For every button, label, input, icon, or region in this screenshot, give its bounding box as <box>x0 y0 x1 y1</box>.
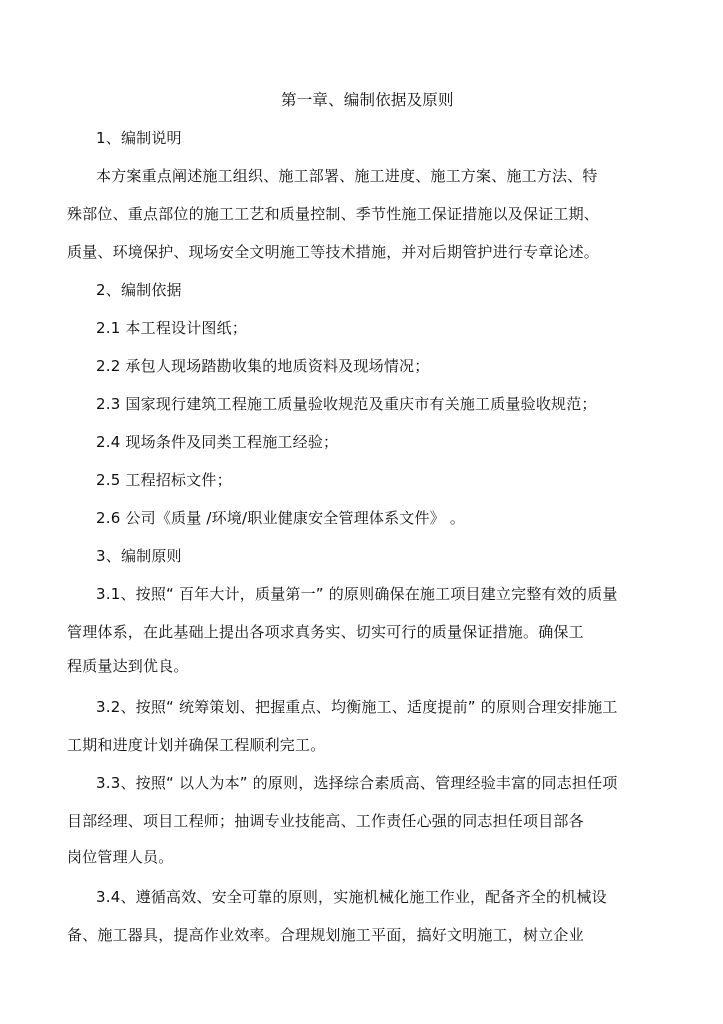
chapter-title: 第一章、编制依据及原则 <box>281 91 454 109</box>
basis-item: 2.6 公司《质量 /环境/职业健康安全管理体系文件》 。 <box>96 509 466 527</box>
section-heading-3: 3、编制原则 <box>96 547 182 565</box>
paragraph-line: 3.3、按照“ 以人为本” 的原则，选择综合素质高、管理经验丰富的同志担任项 <box>96 774 618 792</box>
basis-item: 2.5 工程招标文件； <box>96 471 232 489</box>
paragraph-line: 岗位管理人员。 <box>67 848 174 866</box>
paragraph-line: 工期和进度计划并确保工程顺利完工。 <box>67 736 326 754</box>
paragraph-line: 3.4、遵循高效、安全可靠的原则，实施机械化施工作业，配备齐全的机械设 <box>96 888 607 906</box>
paragraph-line: 本方案重点阐述施工组织、施工部署、施工进度、施工方案、施工方法、特 <box>96 167 598 185</box>
paragraph-line: 3.2、按照“ 统筹策划、把握重点、均衡施工、适度提前” 的原则合理安排施工 <box>96 698 618 716</box>
section-heading-1: 1、编制说明 <box>96 129 182 147</box>
paragraph-line: 目部经理、项目工程师；抽调专业技能高、工作责任心强的同志担任项目部各 <box>67 812 584 830</box>
paragraph-line: 备、施工器具，提高作业效率。合理规划施工平面，搞好文明施工，树立企业 <box>67 926 584 944</box>
paragraph-line: 程质量达到优良。 <box>67 657 189 675</box>
paragraph-line: 殊部位、重点部位的施工工艺和质量控制、季节性施工保证措施以及保证工期、 <box>67 205 600 223</box>
basis-item: 2.2 承包人现场踏勘收集的地质资料及现场情况； <box>96 357 430 375</box>
paragraph-line: 质量、环境保护、现场安全文明施工等技术措施，并对后期管护进行专章论述。 <box>67 243 600 261</box>
basis-item: 2.1 本工程设计图纸； <box>96 319 248 337</box>
paragraph-line: 3.1、按照“ 百年大计，质量第一” 的原则确保在施工项目建立完整有效的质量 <box>96 585 618 603</box>
basis-item: 2.4 现场条件及同类工程施工经验； <box>96 433 339 451</box>
paragraph-line: 管理体系，在此基础上提出各项求真务实、切实可行的质量保证措施。确保工 <box>67 623 584 641</box>
basis-item: 2.3 国家现行建筑工程施工质量验收规范及重庆市有关施工质量验收规范； <box>96 395 597 413</box>
section-heading-2: 2、编制依据 <box>96 281 182 299</box>
